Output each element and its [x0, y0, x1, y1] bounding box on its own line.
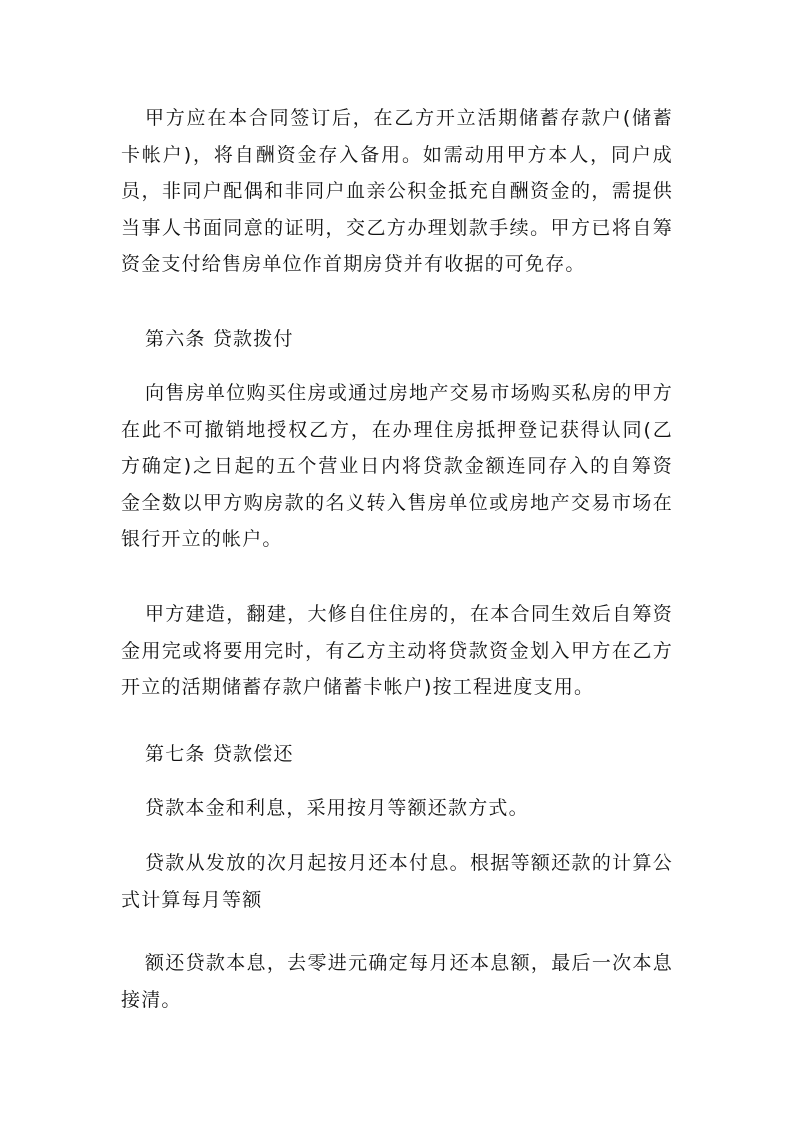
paragraph-repayment-method: 贷款本金和利息，采用按月等额还款方式。 [145, 797, 529, 819]
section-heading-article-7: 第七条 贷款偿还 [145, 743, 294, 765]
paragraph-construction-funds: 甲方建造，翻建，大修自住住房的，在本合同生效后自筹资金用完或将要用完时，有乙方主动将贷款资金划入甲方在乙方开立的活期储蓄存款户储蓄卡帐户)按工程进度支用。 [121, 603, 673, 698]
paragraph-loan-disbursement: 向售房单位购买住房或通过房地产交易市场购买私房的甲方在此不可撤销地授权乙方，在办理住房抵押登记获得认同(乙方确定)之日起的五个营业日内将贷款金额连同存入的自筹资金全数以甲方购房款的名义转入售房单位或房地产交易市场在银行开立的帐户。 [121, 382, 673, 550]
section-heading-article-6: 第六条 贷款拨付 [145, 328, 294, 350]
paragraph-self-funds: 甲方应在本合同签订后，在乙方开立活期储蓄存款户(储蓄卡帐户)，将自酬资金存入备用。如需动用甲方本人，同户成员，非同户配偶和非同户血亲公积金抵充自酬资金的，需提供当事人书面同意的证明，交乙方办理划款手续。甲方已将自筹资金支付给售房单位作首期房贷并有收据的可免存。 [121, 107, 673, 275]
paragraph-monthly-repayment: 贷款从发放的次月起按月还本付息。根据等额还款的计算公式计算每月等额 [121, 852, 673, 911]
paragraph-final-repayment: 额还贷款本息，去零进元确定每月还本息额，最后一次本息接清。 [121, 952, 673, 1011]
